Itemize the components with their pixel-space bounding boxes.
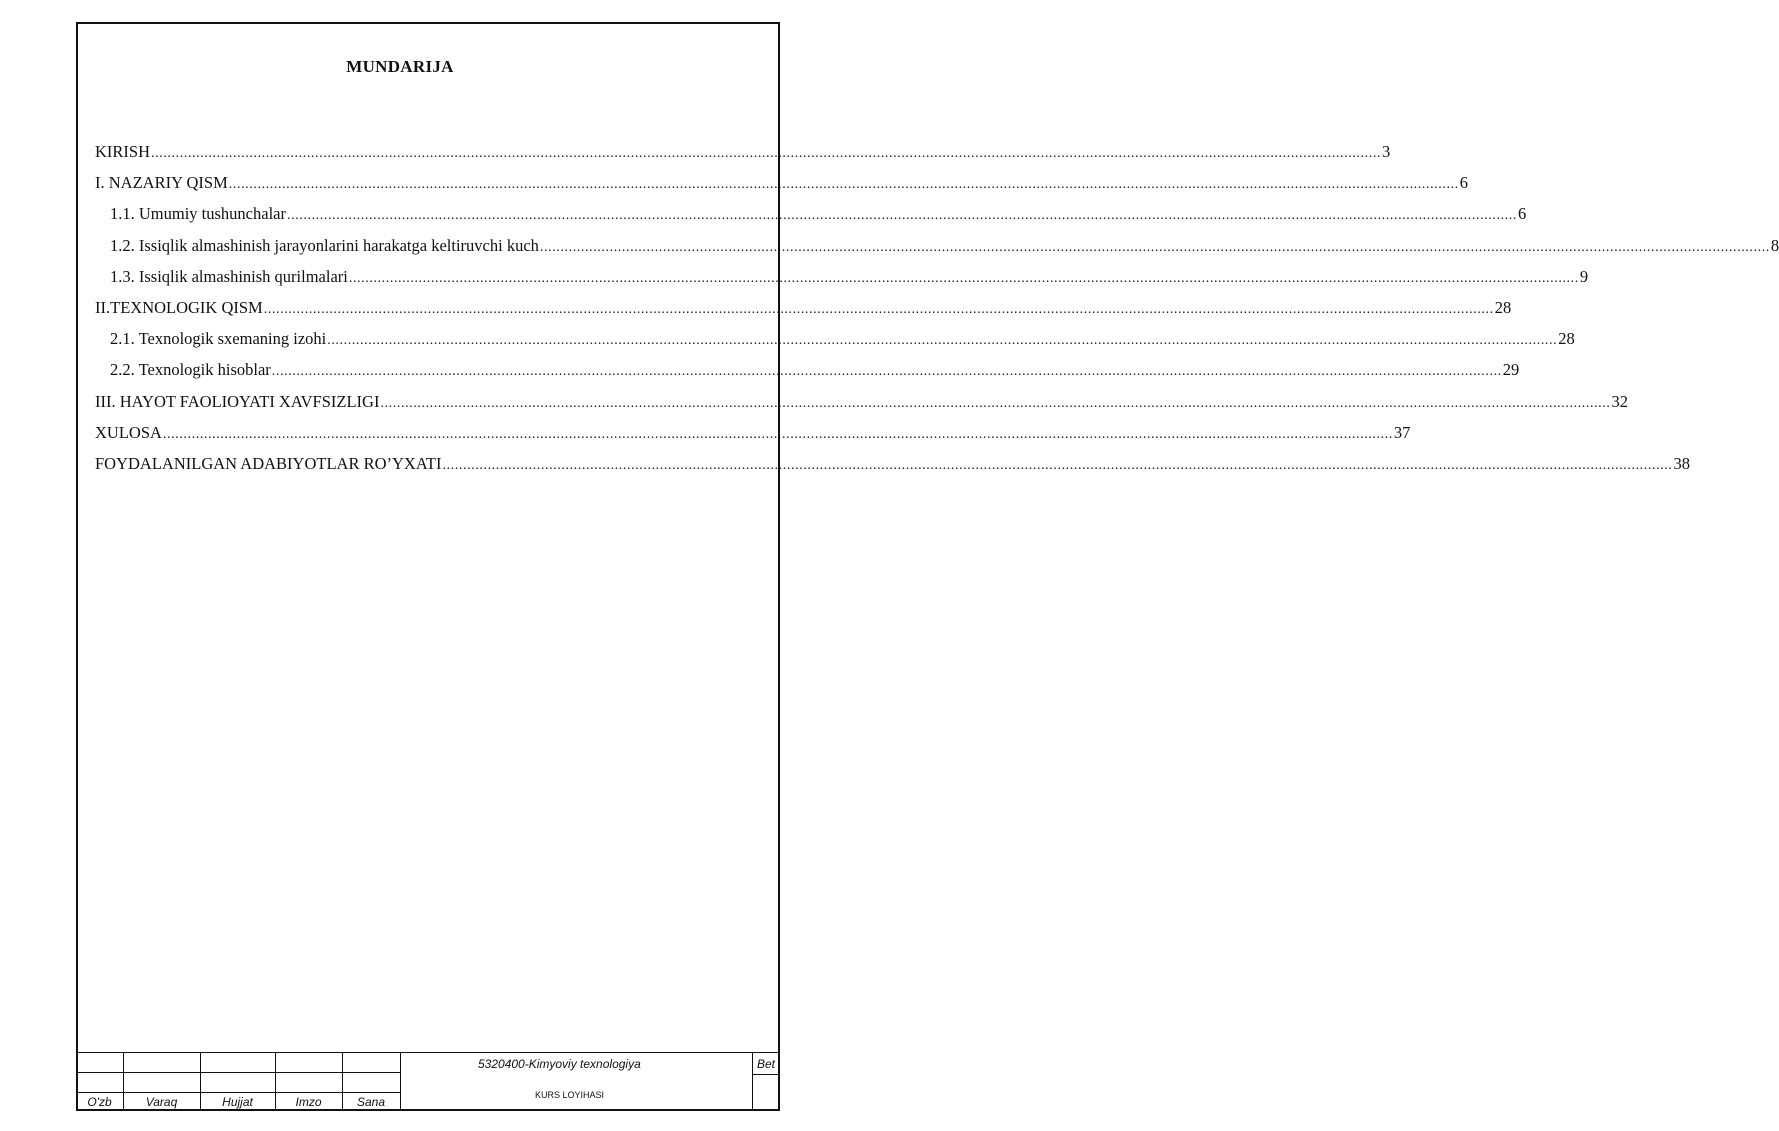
toc-entry-label: KIRISH — [95, 142, 151, 161]
stamp-label-varaq: Varaq — [145, 1095, 178, 1109]
stamp-label-sana: Sana — [356, 1095, 386, 1109]
toc-entry-page: 32 — [1611, 391, 1628, 411]
toc-leader-dots: ............................................................................................................................................................................................................................................................................................................ — [539, 239, 1770, 255]
toc-entry-page: 29 — [1502, 360, 1520, 380]
toc-entry-page: 28 — [1494, 297, 1512, 317]
toc-leader-dots: ............................................................................................................................................................................................................................................................................................................ — [263, 301, 1494, 317]
toc-entry — [95, 360, 1520, 391]
toc-leader-dots: ............................................................................................................................................................................................................................................................................................................ — [442, 457, 1673, 473]
stamp-label-ozb: O'zb — [87, 1095, 112, 1109]
toc-entry-page: 6 — [1517, 204, 1527, 224]
toc-entry-label: II.TEXNOLOGIK QISM — [95, 297, 263, 317]
toc-entry — [95, 235, 1779, 267]
toc-entry-label: III. HAYOT FAOLIOYATI XAVFSIZLIGI — [95, 391, 380, 411]
title-block — [76, 1052, 780, 1111]
toc-leader-dots: ............................................................................................................................................................................................................................................................................................................ — [162, 426, 1393, 442]
toc-entry-label: 1.3. Issiqlik almashinish qurilmalari — [110, 266, 348, 286]
toc-leader-dots: ............................................................................................................................................................................................................................................................................................................ — [228, 177, 1459, 193]
toc-entry-label: 2.2. Texnologik hisoblar — [110, 360, 271, 380]
course-name: 5320400-Kimyoviy texnologiya — [478, 1057, 641, 1071]
stamp-line — [76, 1052, 400, 1053]
toc-entry-page: 6 — [1459, 173, 1469, 193]
toc-leader-dots: ............................................................................................................................................................................................................................................................................................................ — [380, 395, 1611, 411]
toc-entry-label: 1.1. Umumiy tushunchalar — [110, 204, 286, 224]
stamp-line — [76, 1072, 400, 1073]
toc-entry-page: 9 — [1579, 266, 1589, 286]
toc-entry — [95, 422, 1411, 454]
stamp-line — [400, 1052, 780, 1053]
toc-entry — [95, 173, 1469, 204]
toc-entry — [95, 297, 1512, 329]
table-of-contents — [95, 142, 1779, 485]
toc-entry — [95, 329, 1575, 360]
toc-leader-dots: ............................................................................................................................................................................................................................................................................................................ — [348, 270, 1579, 286]
toc-entry-label: 1.2. Issiqlik almashinish jarayonlarini harakatga keltiruvchi kuch — [110, 235, 539, 255]
toc-entry-label: FOYDALANILGAN ADABIYOTLAR RO’YXATI — [95, 453, 442, 473]
stamp-label-imzo: Imzo — [295, 1095, 322, 1109]
toc-entry-page: 38 — [1673, 453, 1690, 473]
toc-entry-label: XULOSA — [95, 422, 162, 442]
toc-leader-dots: ............................................................................................................................................................................................................................................................................................................ — [271, 364, 1502, 380]
sheet-label: Bet — [756, 1057, 775, 1071]
toc-entry-page: 37 — [1393, 422, 1411, 442]
toc-leader-dots: ............................................................................................................................................................................................................................................................................................................ — [286, 208, 1517, 224]
toc-leader-dots: ............................................................................................................................................................................................................................................................................................................ — [327, 333, 1558, 349]
stamp-line — [752, 1074, 780, 1075]
stamp-line — [76, 1092, 400, 1093]
stamp-line — [400, 1052, 401, 1111]
toc-entry — [95, 204, 1527, 235]
toc-leader-dots: ............................................................................................................................................................................................................................................................................................................ — [151, 146, 1382, 161]
toc-entry — [95, 391, 1628, 423]
toc-entry — [95, 142, 1391, 173]
toc-entry-page: 28 — [1558, 329, 1575, 349]
toc-entry — [95, 453, 1690, 485]
toc-entry — [95, 266, 1589, 298]
project-title: KURS LOYIHASI — [535, 1090, 605, 1100]
toc-entry-page: 3 — [1382, 142, 1391, 161]
page-title: MUNDARIJA — [346, 57, 454, 76]
toc-entry-page: 8 — [1770, 235, 1779, 255]
toc-entry-label: 2.1. Texnologik sxemaning izohi — [110, 329, 327, 349]
toc-entry-label: I. NAZARIY QISM — [95, 173, 228, 193]
stamp-label-hujjat: Hujjat — [222, 1095, 253, 1109]
